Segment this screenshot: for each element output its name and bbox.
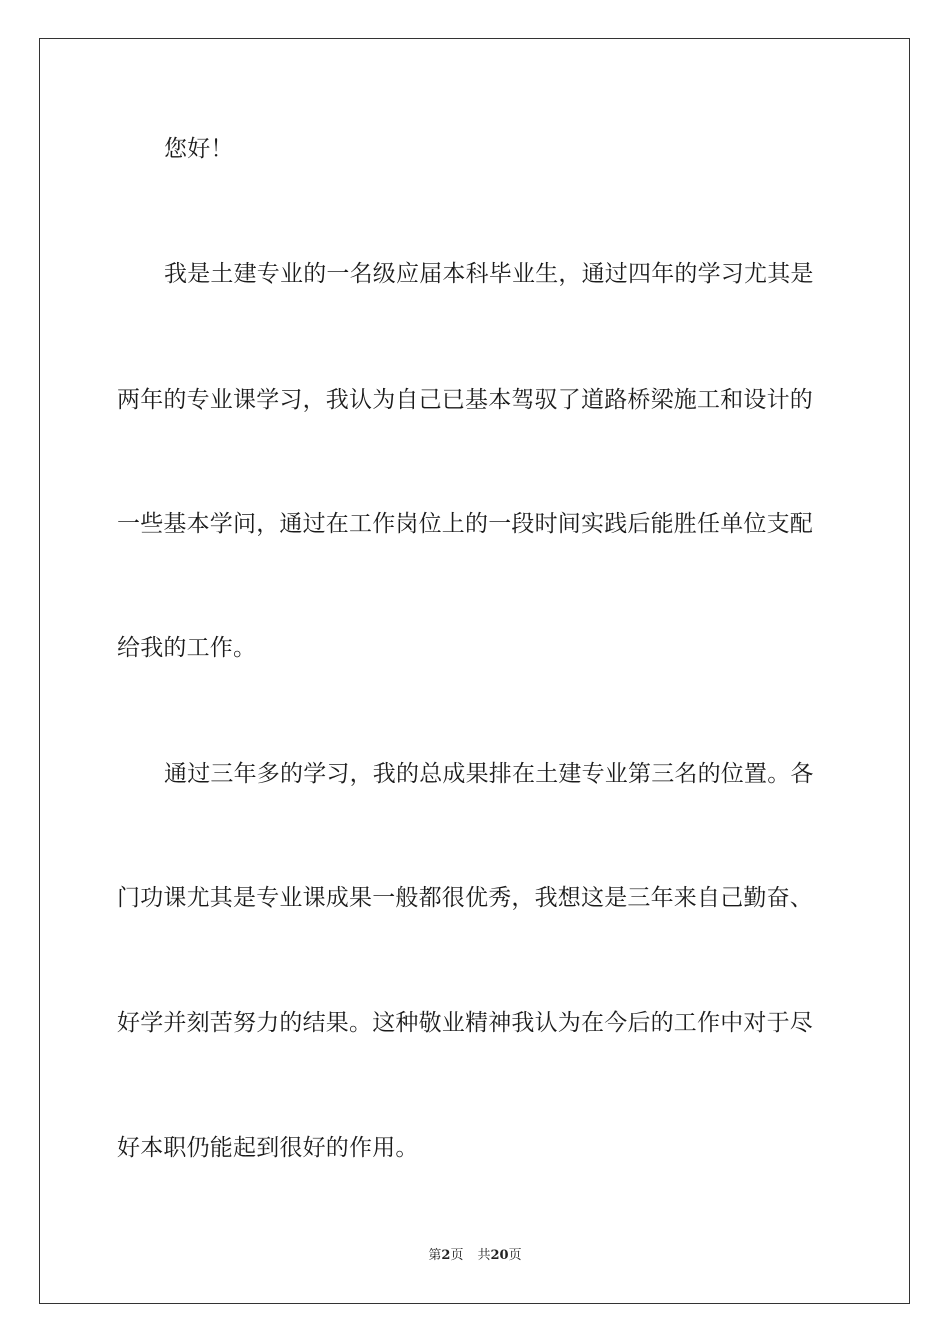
paragraph-2-line-1: 通过三年多的学习，我的总成果排在土建专业第三名的位置。各 (164, 761, 814, 787)
paragraph-2-line-2: 门功课尤其是专业课成果一般都很优秀，我想这是三年来自己勤奋、 (117, 885, 813, 911)
total-prefix: 共 (477, 1248, 491, 1263)
paragraph-2-line-4: 好本职仍能起到很好的作用。 (117, 1135, 419, 1161)
page-suffix: 页 (450, 1248, 464, 1263)
paragraph-1-line-3: 一些基本学问，通过在工作岗位上的一段时间实践后能胜任单位支配 (117, 511, 813, 537)
greeting-line: 您好！ (164, 136, 234, 162)
paragraph-1-line-4: 给我的工作。 (117, 635, 257, 661)
page-border (39, 38, 910, 1304)
paragraph-1-line-1: 我是土建专业的一名级应届本科毕业生，通过四年的学习尤其是 (164, 261, 814, 287)
paragraph-1-line-2: 两年的专业课学习，我认为自己已基本驾驭了道路桥梁施工和设计的 (117, 387, 813, 413)
page-number: 2 (441, 1248, 451, 1263)
total-suffix: 页 (508, 1248, 522, 1263)
page-prefix: 第 (428, 1248, 442, 1263)
total-pages: 20 (490, 1248, 509, 1263)
page-footer (0, 1247, 950, 1265)
paragraph-2-line-3: 好学并刻苦努力的结果。这种敬业精神我认为在今后的工作中对于尽 (117, 1010, 813, 1036)
